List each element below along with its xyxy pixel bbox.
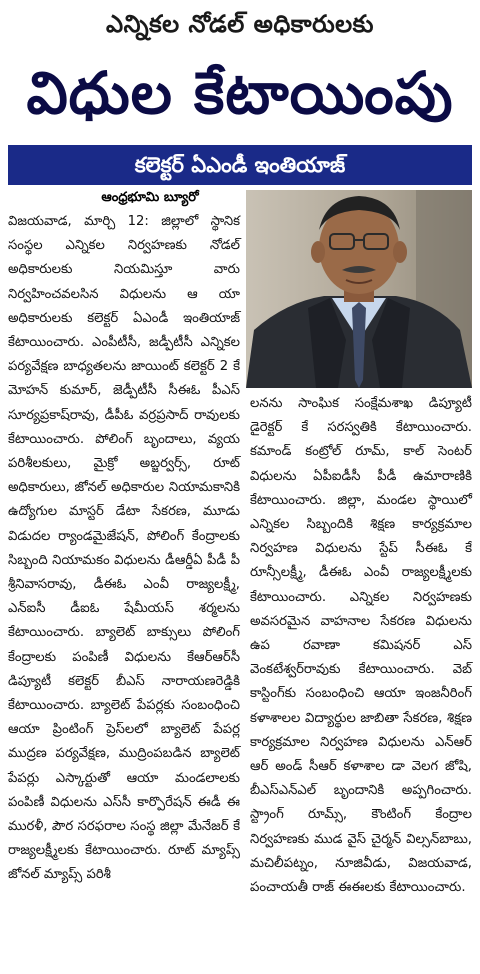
article-column-left xyxy=(8,210,240,888)
article-text-right: లనను సాంఘిక సంక్షేమశాఖ డిప్యూటీ డైరెక్టర్ కే సరస్వతికి కేటాయించారు. కమాండ్ కంట్రోల్ రూమ్, కాల్ సెంటర్ విధులను ఏపీఐడీసీ పీడీ ఉమారాణికి కేటాయించారు. జిల్లా, మండల స్థాయిలో ఎన్నికల సిబ్బందికి శిక్షణ కార్యక్రమాల నిర్వహణ విధులను స్టేప్ సీఈఓ కే రూన్సీలక్ష్మీ, డీఈఓ ఎంవీ రాజ్యలక్ష్మీలకు కేటాయించారు. ఎన్నికల నిర్వహణకు అవసరమైన వాహనాల సేకరణ విధులను ఉప రవాణా కమిషనర్ ఎస్ వెంకటేశ్వర్‌రావుకు కేటాయించారు. వెబ్ కాస్టింగ్‌కు సంబంధించి ఆయా ఇంజనీరింగ్ కళాశాలల విద్యార్థుల జాబితా సేకరణ, శిక్షణ కార్యక్రమాల నిర్వహణ విధులను ఎన్ఆర్ ఆర్ అండ్ సీఆర్ కళాశాల డా వెలగ జోషి, బీఎస్ఎన్ఎల్ బృందానికి అప్పగించారు. స్ట్రాంగ్ రూమ్స్, కౌంటింగ్ కేంద్రాల నిర్వహణకు ముడ వైస్ చైర్మన్ విల్సన్‌బాబు, మచిలీపట్నం, నూజివీడు, విజయవాడ, పంచాయతీ రాజ్ ఈఈలకు కేటాయించారు. xyxy=(250,396,472,896)
byline: ఆంధ్రభూమి బ్యూరో xyxy=(101,190,199,205)
main-headline: విధుల కేటాయింపు xyxy=(26,59,454,127)
article-column-right xyxy=(250,392,472,900)
article-text-left: విజయవాడ, మార్చి 12: జిల్లాలో స్థానిక సంస్థల ఎన్నికల నిర్వహణకు నోడల్ అధికారులకు నియమిస్తూ వారు నిర్వహించవలసిన విధులను ఆ యా అధికారులకు కలెక్టర్ ఏఎండీ ఇంతియాజ్ కేటాయించారు. ఎంపీటీసీ, జడ్పీటీసీ ఎన్నికల పర్యవేక్షణ బాధ్యతలను జాయింట్ కలెక్టర్ 2 కే మోహన్ కుమార్, జెడ్పీటీసీ సీఈఓ పీఎస్ సూర్యప్రకాష్‌రావు, డీపీఓ వర్రప్రసాద్ రావులకు కేటాయించారు. పోలింగ్ బృందాలు, వ్యయ పరిశీలకులు, మైక్రో అబ్జర్వర్స్, రూట్ అధికారులు, జోనల్ అధికారుల నియామకానికి ఉద్యోగుల మాస్టర్ డేటా సేకరణ, మూడు విడుదల ర్యాండమైజేషన్, పోలింగ్ కేంద్రాలకు సిబ్బంది నియామకం విధులను డీఆర్డీఏ పీడీ పీ శ్రీనివాసరావు, డీఈఓ ఎంవీ రాజ్యలక్ష్మీ, ఎన్ఐసీ డీఐఓ షేమీయస్ శర్మలను కేటాయించారు. బ్యాలెట్ బాక్సులు పోలింగ్ కేంద్రాలకు పంపిణీ విధులను కేఆర్ఆర్‌సీ డిప్యూటీ కలెక్టర్ బీఎస్ నారాయణరెడ్డికి కేటాయించారు. బ్యాలెట్ పేపర్లకు సంబంధించి ఆయా ప్రింటింగ్ ప్రెస్‌లలో బ్యాలెట్ పేపర్ల ముద్రణ పర్యవేక్షణ, ముద్రింపబడిన బ్యాలెట్ పేపర్లు ఎస్కార్టుతో ఆయా మండలాలకు పంపిణీ విధులను ఎస్‌సీ కార్పొరేషన్ ఈడీ ఈ మురళీ, పౌర సరఫరాల సంస్థ జిల్లా మేనేజర్ కే రాజ్యలక్ష్మీలకు కేటాయించారు. రూట్ మ్యాప్స్ జోనల్ మ్యాప్స్ పరిశీ xyxy=(8,214,240,883)
portrait-illustration xyxy=(246,190,472,388)
subheading-banner: కలెక్టర్ ఏఎండీ ఇంతియాజ్ xyxy=(8,145,472,185)
collector-photo xyxy=(246,190,472,388)
kicker-heading: ఎన్నికల నోడల్ అధికారులకు xyxy=(106,10,374,38)
